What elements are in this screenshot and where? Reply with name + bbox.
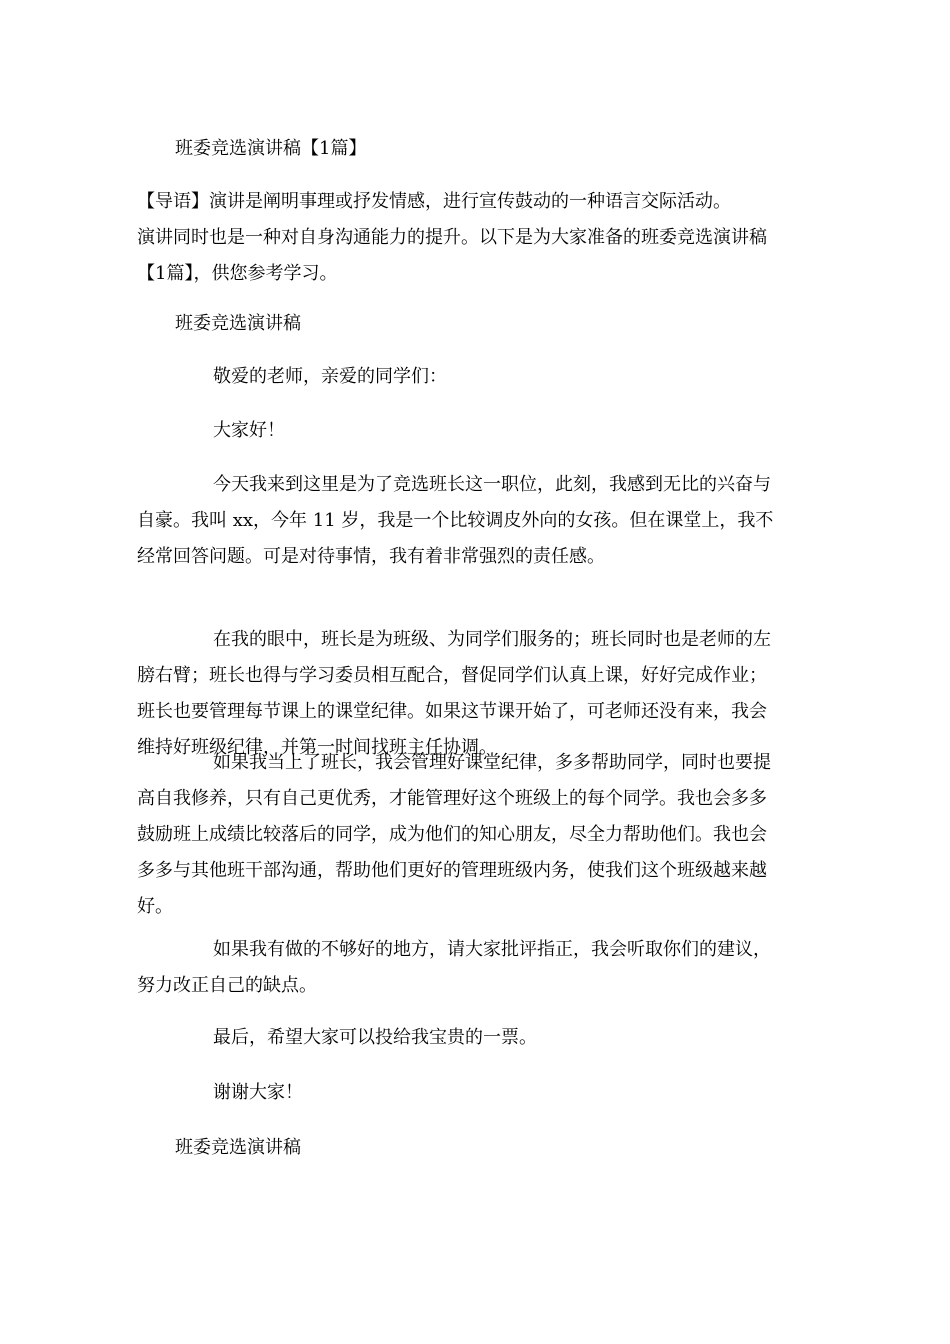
closing — [137, 1020, 817, 1056]
paragraph-line: 维持好班级纪律，并第一时间找班主任协调。 — [137, 737, 497, 758]
paragraph-line: 经常回答问题。可是对待事情，我有着非常强烈的责任感。 — [137, 546, 605, 567]
paragraph-line: 鼓励班上成绩比较落后的同学，成为他们的知心朋友，尽全力帮助他们。我也会 — [137, 824, 767, 845]
paragraph-line: 好。 — [137, 896, 173, 917]
title-text: 班委竞选演讲稿【1篇】 — [175, 138, 367, 159]
paragraph-line: 如果我当上了班长，我会管理好课堂纪律，多多帮助同学，同时也要提 — [213, 752, 771, 773]
paragraph-4 — [137, 932, 817, 1004]
paragraph-line: 班长也要管理每节课上的课堂纪律。如果这节课开始了，可老师还没有来，我会 — [137, 701, 767, 722]
document-title — [175, 131, 366, 167]
paragraph-line: 如果我有做的不够好的地方，请大家批评指正，我会听取你们的建议， — [213, 939, 771, 960]
intro-line: 演讲同时也是一种对自身沟通能力的提升。以下是为大家准备的班委竞选演讲稿 — [137, 227, 767, 248]
paragraph-line: 今天我来到这里是为了竞选班长这一职位，此刻，我感到无比的兴奋与 — [213, 474, 771, 495]
paragraph-line: 多多与其他班干部沟通，帮助他们更好的管理班级内务，使我们这个班级越来越 — [137, 860, 767, 881]
closing-text: 最后，希望大家可以投给我宝贵的一票。 — [213, 1027, 537, 1048]
salutation — [137, 359, 817, 395]
section-heading-text: 班委竞选演讲稿 — [175, 313, 301, 334]
paragraph-line: 自豪。我叫 xx，今年 11 岁，我是一个比较调皮外向的女孩。但在课堂上，我不 — [137, 510, 774, 531]
intro-paragraph — [137, 184, 817, 292]
section-heading — [175, 306, 301, 342]
paragraph-line: 高自我修养，只有自己更优秀，才能管理好这个班级上的每个同学。我也会多多 — [137, 788, 767, 809]
paragraph-3 — [137, 745, 817, 925]
section-heading — [175, 1130, 301, 1166]
paragraph-line: 膀右臂；班长也得与学习委员相互配合，督促同学们认真上课，好好完成作业； — [137, 665, 767, 686]
intro-line: 【1篇】，供您参考学习。 — [137, 263, 338, 284]
paragraph-line: 在我的眼中，班长是为班级、为同学们服务的；班长同时也是老师的左 — [213, 629, 771, 650]
greeting-text: 大家好！ — [213, 420, 285, 441]
paragraph-1 — [137, 467, 817, 575]
thanks-text: 谢谢大家！ — [213, 1082, 303, 1103]
thanks — [137, 1075, 817, 1111]
greeting — [137, 413, 817, 449]
paragraph-line: 努力改正自己的缺点。 — [137, 975, 317, 996]
intro-line: 【导语】演讲是阐明事理或抒发情感，进行宣传鼓动的一种语言交际活动。 — [137, 191, 731, 212]
salutation-text: 敬爱的老师，亲爱的同学们： — [213, 366, 447, 387]
section-heading-text: 班委竞选演讲稿 — [175, 1137, 301, 1158]
